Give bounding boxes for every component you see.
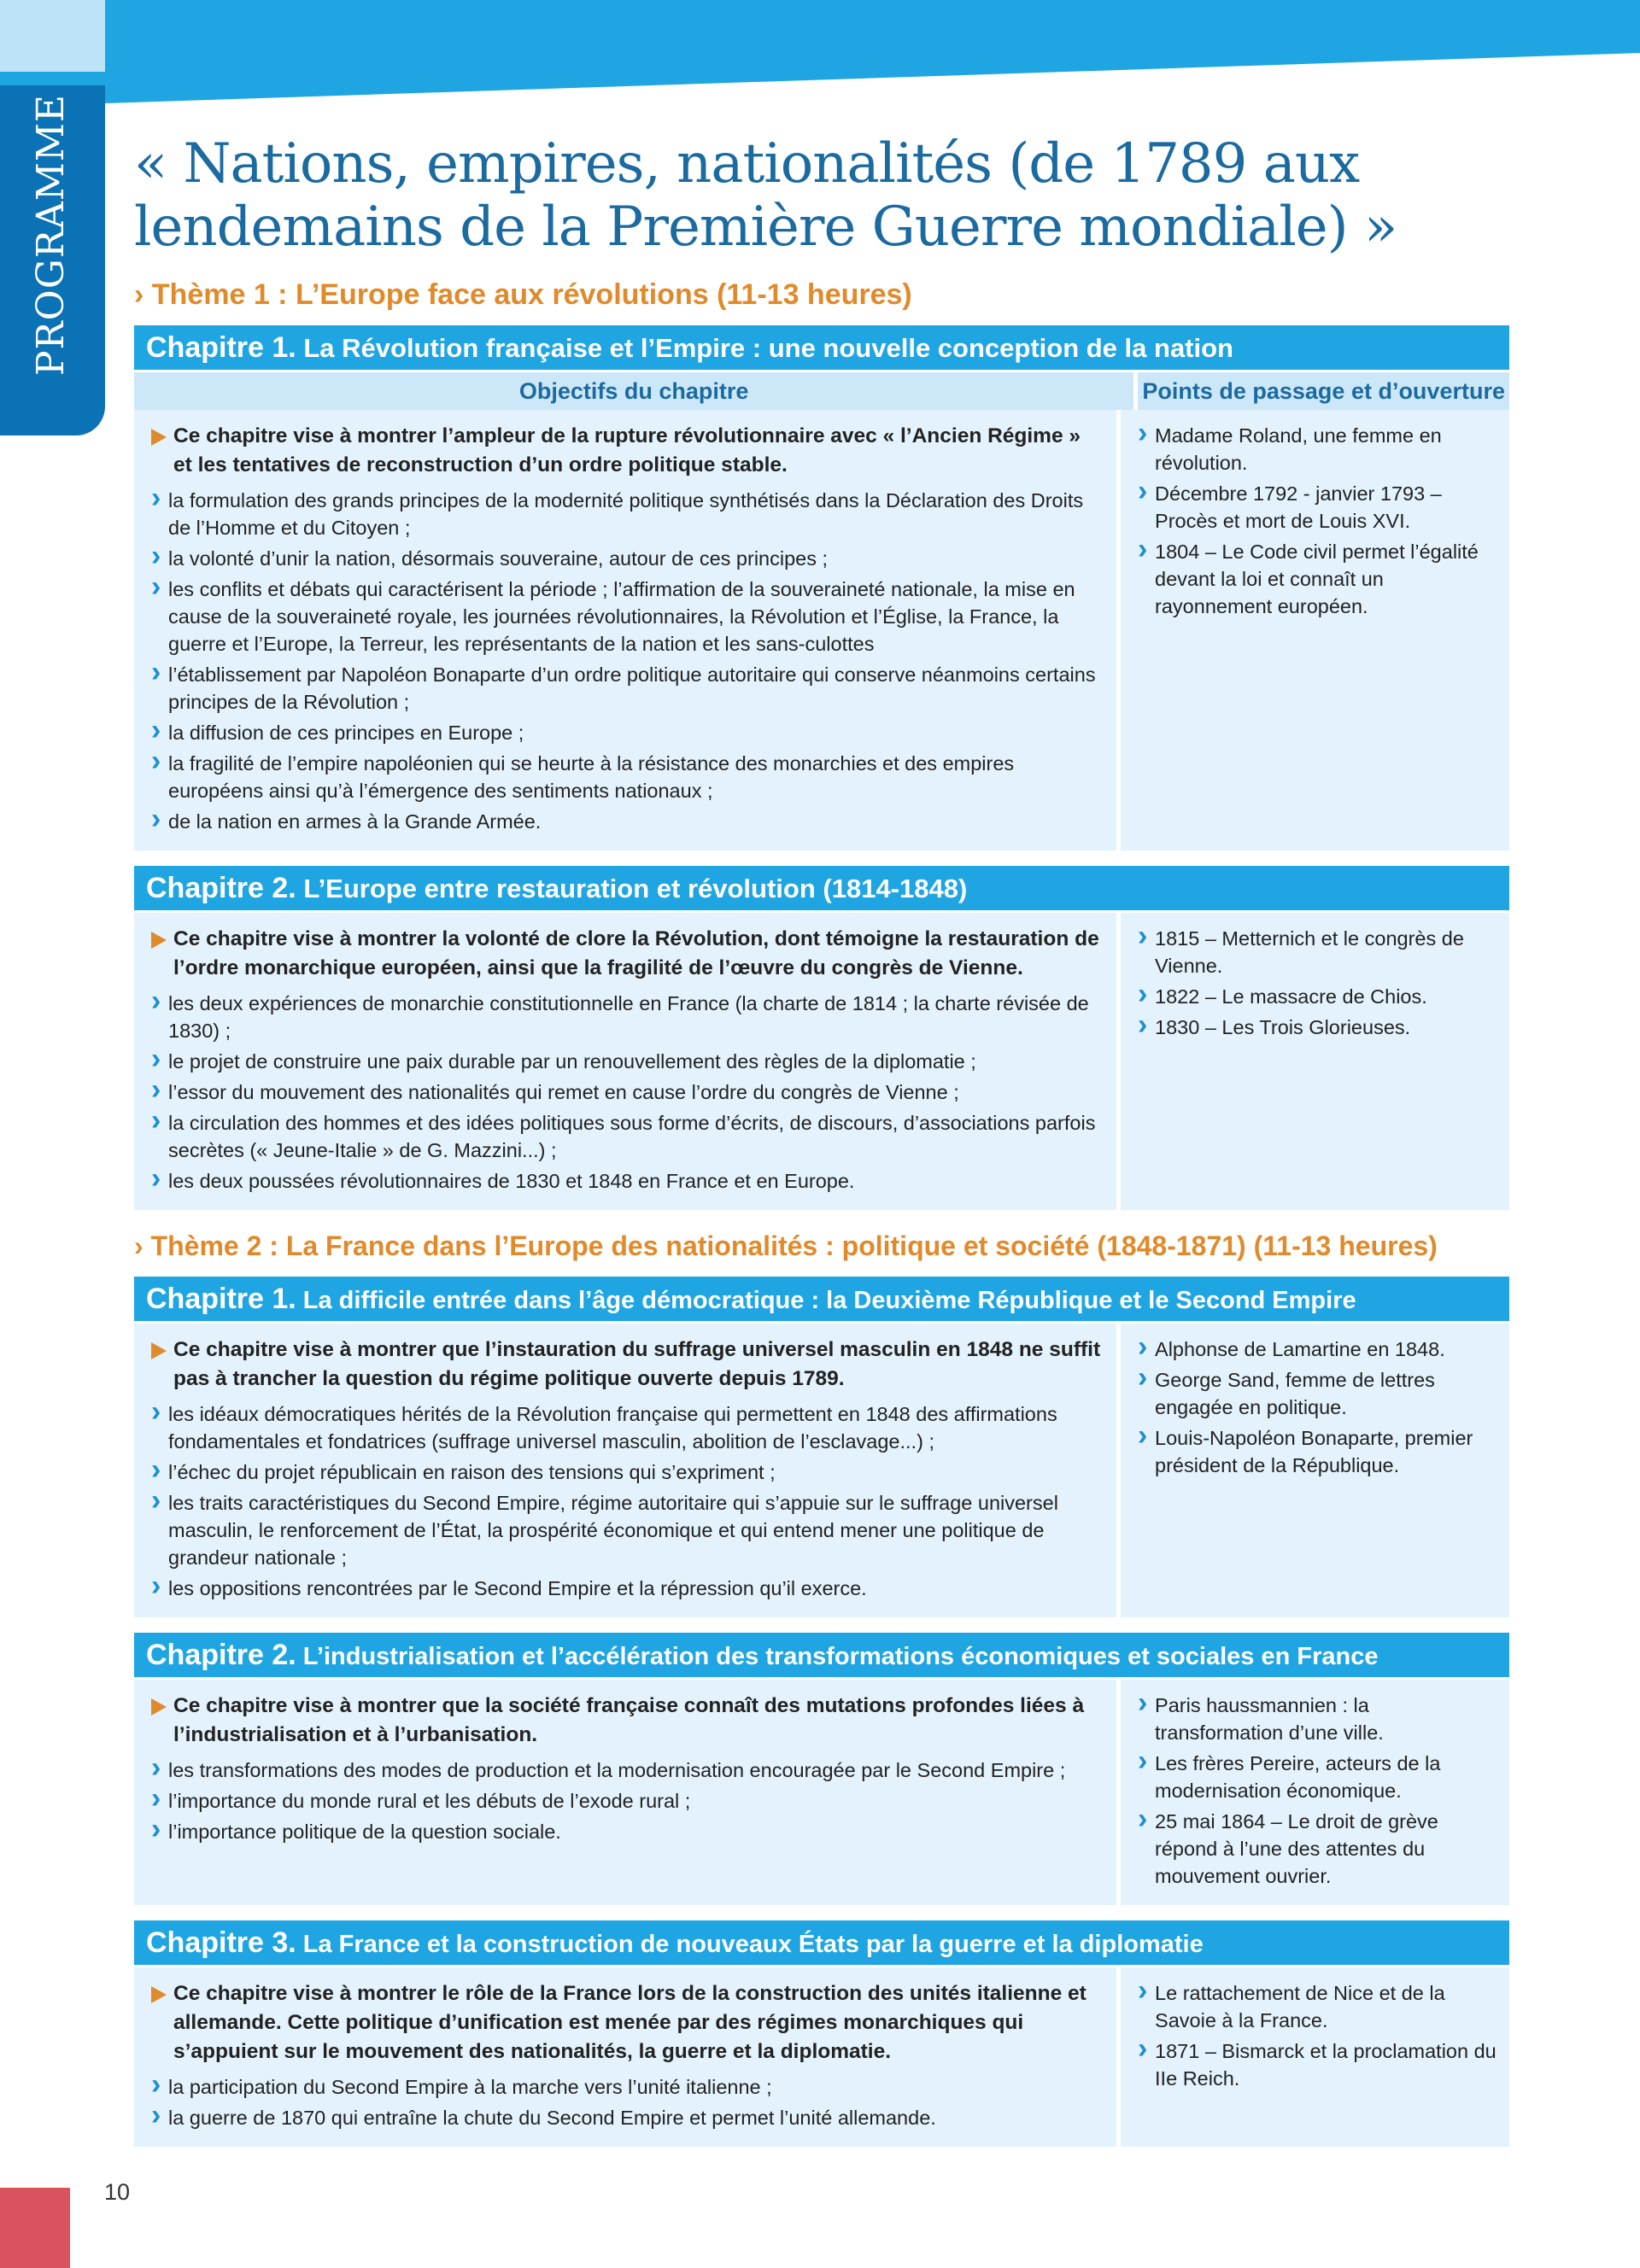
list-item: › les transformations des modes de production et la modernisation encouragée par le Second Empire ; — [151, 1757, 1104, 1784]
chapter-block — [134, 1633, 1509, 1905]
chapter-block — [134, 325, 1509, 850]
top-band — [0, 0, 1640, 107]
list-item: › Les frères Pereire, acteurs de la modernisation économique. — [1138, 1750, 1497, 1804]
points-list — [1138, 422, 1497, 620]
list-item: › Paris haussmannien : la transformation d’une ville. — [1138, 1692, 1497, 1746]
chapter-block — [134, 1277, 1509, 1617]
objectives-list — [151, 1757, 1104, 1845]
points-column — [1116, 410, 1509, 850]
list-item: › George Sand, femme de lettres engagée en politique. — [1138, 1366, 1497, 1421]
list-item: › 1822 – Le massacre de Chios. — [1138, 983, 1497, 1010]
chapter-intro: Ce chapitre vise à montrer que l’instauration du suffrage universel masculin en 1848 ne suffit pas à trancher la question du régime politique ouverte depuis 1789. — [151, 1336, 1104, 1394]
sidebar-label: PROGRAMME — [29, 93, 73, 377]
points-column — [1116, 1680, 1509, 1905]
list-item: › l’importance du monde rural et les débuts de l’exode rural ; — [151, 1787, 1104, 1815]
list-item: › la diffusion de ces principes en Europe ; — [151, 719, 1104, 746]
list-item: › les conflits et débats qui caractérisent la période ; l’affirmation de la souveraineté nationale, la mise en cause de la souveraineté royale, les journées révolutionnaires, la Révolution et l’Église, la France, la guerre et l’Europe, la Terreur, les représentants de la nation et les sans-culottes — [151, 576, 1104, 658]
chapter-number: Chapitre 2. — [146, 1639, 296, 1671]
list-item: › 1815 – Metternich et le congrès de Vienne. — [1138, 925, 1497, 979]
objectives-list — [151, 1400, 1104, 1602]
chapter-header — [134, 1277, 1509, 1321]
top-left-block — [0, 0, 105, 72]
points-list — [1138, 1692, 1497, 1890]
chapter-header — [134, 1920, 1509, 1965]
objectives-column — [134, 913, 1116, 1210]
chapter-block — [134, 866, 1509, 1210]
objectives-list — [151, 2073, 1104, 2131]
page-title-line2: lendemains de la Première Guerre mondiale) » — [134, 196, 1397, 259]
list-item: › la guerre de 1870 qui entraîne la chute du Second Empire et permet l’unité allemande. — [151, 2104, 1104, 2131]
chapter-number: Chapitre 1. — [146, 1283, 296, 1315]
objectives-header: Objectifs du chapitre — [134, 370, 1133, 410]
list-item: › 1871 – Bismarck et la proclamation du IIe Reich. — [1138, 2037, 1497, 2092]
list-item: › les traits caractéristiques du Second Empire, régime autoritaire qui s’appuie sur le suffrage universel masculin, le renforcement de l’État, la prospérité économique et qui entend mener une politique de grandeur nationale ; — [151, 1489, 1104, 1571]
points-list — [1138, 1979, 1497, 2092]
chapter-title: La difficile entrée dans l’âge démocratique : la Deuxième République et le Second Empire — [302, 1287, 1356, 1314]
list-item: › la participation du Second Empire à la marche vers l’unité italienne ; — [151, 2073, 1104, 2101]
list-item: › l’essor du mouvement des nationalités qui remet en cause l’ordre du congrès de Vienne ; — [151, 1078, 1104, 1106]
list-item: › les deux expériences de monarchie constitutionnelle en France (la charte de 1814 ; la charte révisée de 1830) ; — [151, 990, 1104, 1044]
chapter-number: Chapitre 2. — [146, 872, 296, 904]
list-item: › 25 mai 1864 – Le droit de grève répond à l’une des attentes du mouvement ouvrier. — [1138, 1808, 1497, 1890]
objectives-list — [151, 990, 1104, 1195]
list-item: › Décembre 1792 - janvier 1793 – Procès et mort de Louis XVI. — [1138, 480, 1497, 535]
chapter-header — [134, 1633, 1509, 1677]
list-item: › l’échec du projet républicain en raison des tensions qui s’expriment ; — [151, 1458, 1104, 1486]
objectives-column — [134, 410, 1116, 850]
chapter-intro: Ce chapitre vise à montrer l’ampleur de la rupture révolutionnaire avec « l’Ancien Régime » et les tentatives de reconstruction d’un ordre politique stable. — [151, 422, 1104, 480]
chevron-right-icon: › — [134, 1230, 144, 1261]
chapter-intro: Ce chapitre vise à montrer la volonté de clore la Révolution, dont témoigne la restauration de l’ordre monarchique européen, ainsi que la fragilité de l’œuvre du congrès de Vienne. — [151, 925, 1104, 983]
chapter-body — [134, 1321, 1509, 1617]
chapter-body — [134, 1965, 1509, 2147]
chapter-body — [134, 410, 1509, 850]
list-item: › les oppositions rencontrées par le Second Empire et la répression qu’il exerce. — [151, 1575, 1104, 1602]
page-number: 10 — [104, 2179, 131, 2205]
chapter-header — [134, 325, 1509, 370]
list-item: › les idéaux démocratiques hérités de la Révolution française qui permettent en 1848 des affirmations fondamentales et fondatrices (suffrage universel masculin, abolition de l’esclavage...) ; — [151, 1400, 1104, 1455]
list-item: › Alphonse de Lamartine en 1848. — [1138, 1336, 1497, 1363]
list-item: › le projet de construire une paix durable par un renouvellement des règles de la diplomatie ; — [151, 1048, 1104, 1075]
list-item: › l’importance politique de la question sociale. — [151, 1818, 1104, 1845]
chapter-number: Chapitre 3. — [146, 1926, 296, 1959]
chapter-title: La Révolution française et l’Empire : une nouvelle conception de la nation — [303, 333, 1233, 363]
list-item: › Madame Roland, une femme en révolution. — [1138, 422, 1497, 476]
list-item: › la fragilité de l’empire napoléonien qui se heurte à la résistance des monarchies et des empires européens ainsi qu’à l’émergence des sentiments nationaux ; — [151, 750, 1104, 804]
points-list — [1138, 925, 1497, 1041]
list-item: › la circulation des hommes et des idées politiques sous forme d’écrits, de discours, d’associations parfois secrètes (« Jeune-Italie » de G. Mazzini...) ; — [151, 1109, 1104, 1164]
chapter-intro: Ce chapitre vise à montrer le rôle de la France lors de la construction des unités italienne et allemande. Cette politique d’unification est menée par des régimes monarchiques qui s’appuient sur le mouvement des nationalités, la guerre et la diplomatie. — [151, 1979, 1104, 2066]
chapter-header — [134, 866, 1509, 910]
page-title-line1: « Nations, empires, nationalités (de 1789 aux — [134, 132, 1360, 196]
chapter-block — [134, 1920, 1509, 2147]
chapter-title: L’industrialisation et l’accélération des transformations économiques et sociales en France — [302, 1643, 1379, 1670]
list-item: › 1804 – Le Code civil permet l’égalité devant la loi et connaît un rayonnement européen. — [1138, 538, 1497, 620]
column-headers — [134, 370, 1509, 410]
list-item: › les deux poussées révolutionnaires de 1830 et 1848 en France et en Europe. — [151, 1167, 1104, 1195]
chevron-right-icon: › — [134, 278, 144, 311]
objectives-list — [151, 487, 1104, 835]
list-item: › 1830 – Les Trois Glorieuses. — [1138, 1014, 1497, 1041]
objectives-column — [134, 1680, 1116, 1905]
chapter-body — [134, 1677, 1509, 1905]
page-title — [134, 132, 1509, 259]
chapter-title: La France et la construction de nouveaux États par la guerre et la diplomatie — [302, 1931, 1204, 1958]
list-item: › Louis-Napoléon Bonaparte, premier président de la République. — [1138, 1424, 1497, 1479]
theme-label: Thème 2 : La France dans l’Europe des nationalités : politique et société (1848-1871) (11-13 heures) — [150, 1230, 1438, 1261]
page-corner-marker — [0, 2188, 70, 2268]
objectives-column — [134, 1967, 1116, 2147]
theme-heading — [134, 276, 1509, 313]
points-column — [1116, 913, 1509, 1210]
points-header: Points de passage et d’ouverture — [1133, 370, 1509, 410]
list-item: › l’établissement par Napoléon Bonaparte d’un ordre politique autoritaire qui conserve néanmoins certains principes de la Révolution ; — [151, 661, 1104, 716]
chapter-body — [134, 910, 1509, 1210]
theme-label: Thème 1 : L’Europe face aux révolutions (11-13 heures) — [151, 278, 912, 311]
objectives-column — [134, 1324, 1116, 1617]
points-list — [1138, 1336, 1497, 1479]
page-content — [134, 132, 1509, 2162]
points-column — [1116, 1967, 1509, 2147]
list-item: › Le rattachement de Nice et de la Savoie à la France. — [1138, 1979, 1497, 2034]
theme-heading — [134, 1227, 1509, 1265]
list-item: › la formulation des grands principes de la modernité politique synthétisés dans la Déclaration des Droits de l’Homme et du Citoyen ; — [151, 487, 1104, 541]
list-item: › de la nation en armes à la Grande Armée. — [151, 808, 1104, 835]
chapter-title: L’Europe entre restauration et révolution (1814-1848) — [303, 874, 968, 903]
chapter-number: Chapitre 1. — [146, 331, 296, 364]
list-item: › la volonté d’unir la nation, désormais souveraine, autour de ces principes ; — [151, 545, 1104, 572]
chapter-intro: Ce chapitre vise à montrer que la société française connaît des mutations profondes liées à l’industrialisation et à l’urbanisation. — [151, 1692, 1104, 1750]
points-column — [1116, 1324, 1509, 1617]
